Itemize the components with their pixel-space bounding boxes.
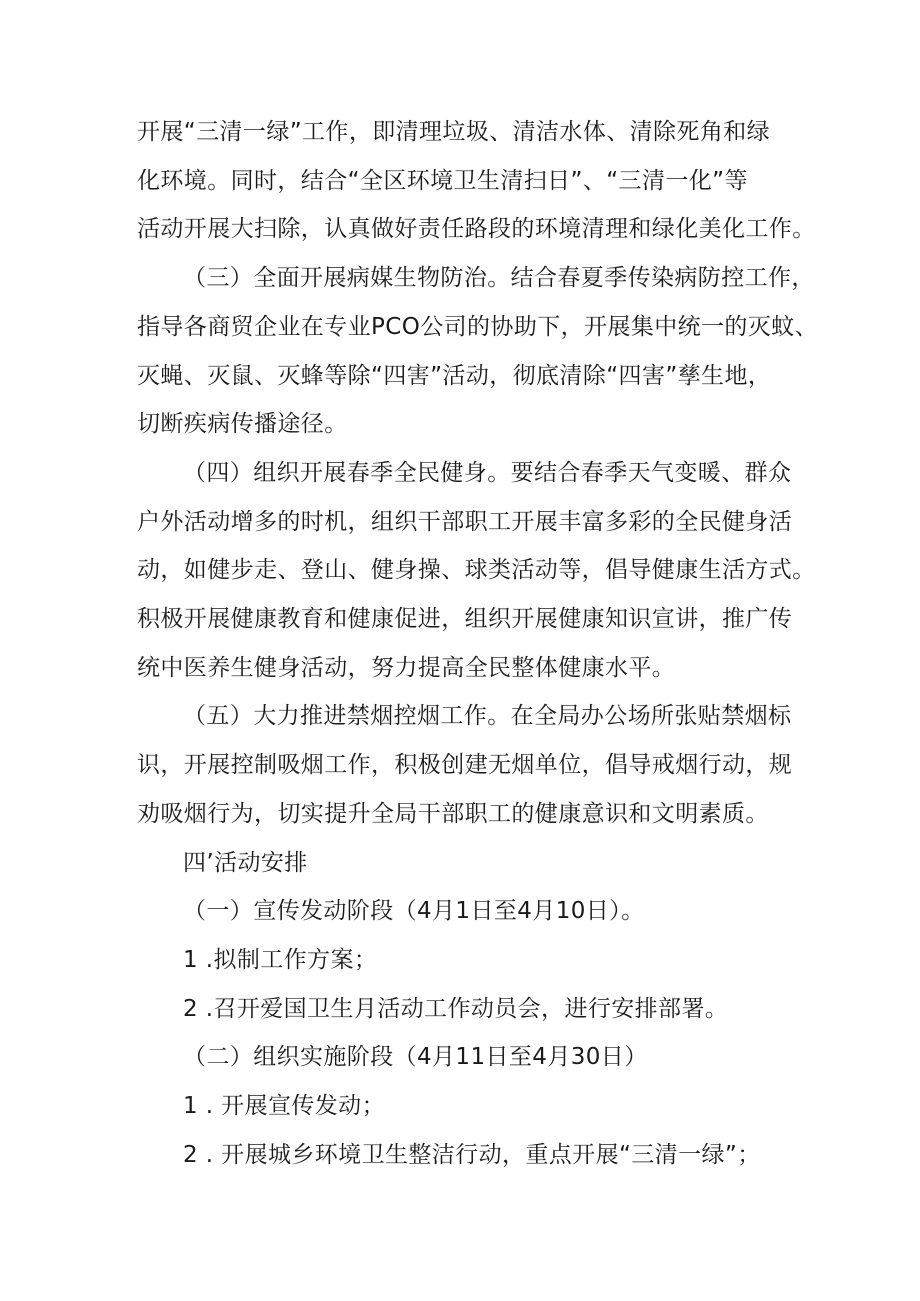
paragraph-vector-control xyxy=(137,254,819,449)
stage-heading-implementation: （二）组织实施阶段（4月11日至4月30日） xyxy=(183,1044,648,1071)
text-line: 积极开展健康教育和健康促进，组织开展健康知识宣讲，推广传 xyxy=(137,606,793,633)
text-line: 切断疾病传播途径。 xyxy=(137,411,348,438)
text-line: 灭蝇、灭鼠、灭蜂等除“四害”活动，彻底清除“四害”孳生地， xyxy=(137,362,772,389)
paragraph-spring-fitness xyxy=(137,449,816,693)
text-line: 户外活动增多的时机，组织干部职工开展丰富多彩的全民健身活 xyxy=(137,508,793,535)
list-item: 2 . 开展城乡环境卫生整洁行动，重点开展“三清一绿”； xyxy=(183,1141,761,1168)
text-line: （四）组织开展春季全民健身。要结合春季天气变暖、群众 xyxy=(183,459,792,486)
text-line: 动，如健步走、登山、健身操、球类活动等，倡导健康生活方式。 xyxy=(137,557,816,584)
list-item: 1 .拟制工作方案； xyxy=(183,946,378,973)
section-heading-activity-schedule: 四’活动安排 xyxy=(183,849,308,876)
text-line: 统中医养生健身活动，努力提高全民整体健康水平。 xyxy=(137,654,676,681)
text-line: 劝吸烟行为，切实提升全局干部职工的健康意识和文明素质。 xyxy=(137,800,769,827)
text-line: 开展“三清一绿”工作，即清理垃圾、清洁水体、清除死角和绿 xyxy=(137,119,771,145)
text-line: 活动开展大扫除，认真做好责任路段的环境清理和绿化美化工作。 xyxy=(137,216,816,243)
text-line: 指导各商贸企业在专业PCO公司的协助下，开展集中统一的灭蚊、 xyxy=(137,313,819,340)
paragraph-environment-cleanup xyxy=(137,108,816,254)
document-body xyxy=(137,108,819,1179)
stage-heading-publicity: （一）宣传发动阶段（4月1日至4月10日）。 xyxy=(183,898,645,925)
text-line: （三）全面开展病媒生物防治。结合春夏季传染病防控工作， xyxy=(183,265,815,292)
list-item: 1 . 开展宣传发动； xyxy=(183,1093,385,1120)
text-line: （五）大力推进禁烟控烟工作。在全局办公场所张贴禁烟标 xyxy=(183,703,792,730)
paragraph-tobacco-control xyxy=(137,692,793,838)
text-line: 识，开展控制吸烟工作，积极创建无烟单位，倡导戒烟行动，规 xyxy=(137,752,793,779)
list-item: 2 .召开爱国卫生月活动工作动员会，进行安排部署。 xyxy=(183,995,729,1022)
text-line: 化环境。同时，结合“全区环境卫生清扫日”、“三清一化”等 xyxy=(137,167,748,194)
